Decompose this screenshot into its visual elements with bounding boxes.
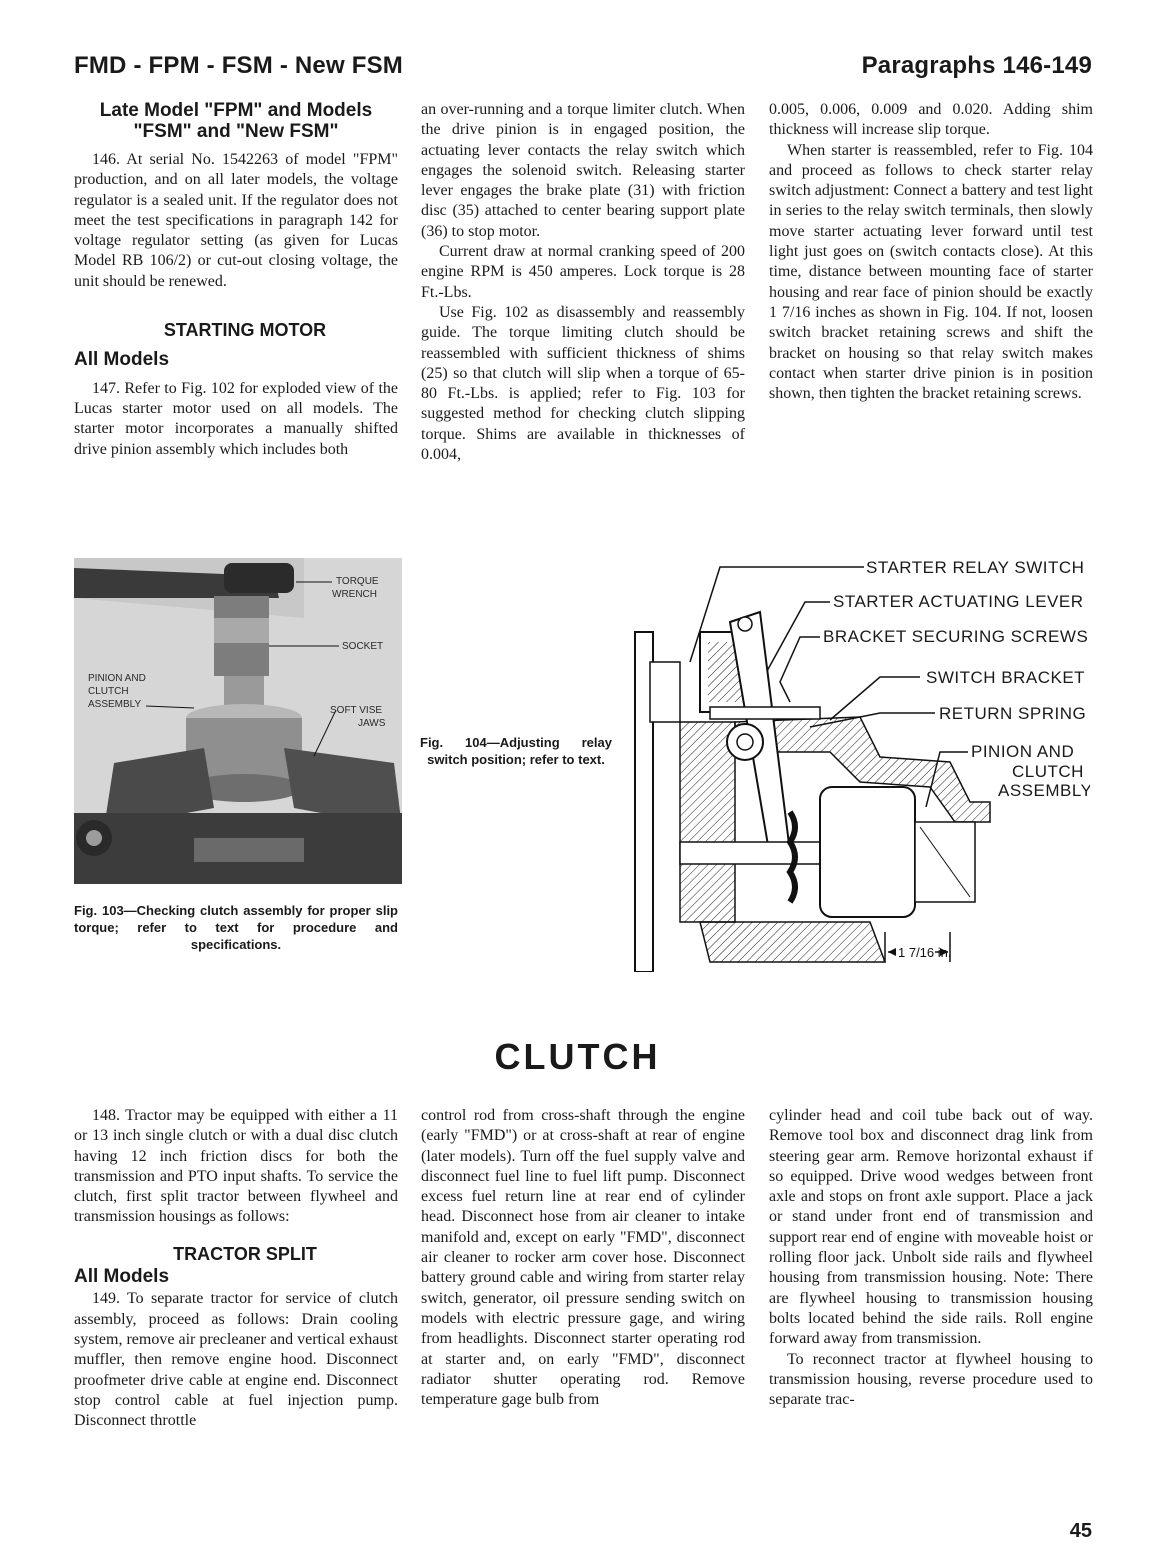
fig-104-label-return-spring: RETURN SPRING [939, 704, 1087, 723]
paragraph-reconnect: To reconnect tractor at flywheel housing to transmission housing, reverse procedure used to separate trac- [769, 1350, 1093, 1409]
heading-starting-motor: STARTING MOTOR [163, 320, 327, 341]
clutch-column-1 [74, 1106, 398, 1431]
clutch-column-2 [421, 1106, 745, 1410]
fig-104-caption: Fig. 104—Adjusting relay switch position; refer to text. [420, 735, 612, 767]
fig-104-label-pinion: PINION AND [971, 742, 1075, 761]
fig-104-diagram [630, 552, 1090, 972]
paragraph-current-draw: Current draw at normal cranking speed of 200 engine RPM is 450 amperes. Lock torque is 28 Ft.-Lbs. [421, 243, 745, 301]
fig-104-dimension-label: 1 7/16 in. [898, 945, 952, 960]
running-header-right: Paragraphs 146-149 [861, 52, 1092, 79]
paragraph-147: 147. Refer to Fig. 102 for exploded view of the Lucas starter motor used on all models. The starter motor incorporates a manually shifted drive pinion assembly which includes both [74, 379, 398, 458]
paragraph-shims-cont: 0.005, 0.006, 0.009 and 0.020. Adding shim thickness will increase slip torque. [769, 101, 1093, 139]
fig-104-label-actuating-lever: STARTER ACTUATING LEVER [833, 592, 1084, 611]
fig-103-label-torque: TORQUE [336, 576, 379, 587]
subheading-all-models: All Models [74, 349, 170, 371]
fig-104-label-clutch: CLUTCH [1012, 762, 1084, 781]
heading-tractor-split: TRACTOR SPLIT [173, 1243, 317, 1264]
paragraph-149: 149. To separate tractor for service of clutch assembly, proceed as follows: Drain cooling system, remove air precleaner and vertical exhaust muffler, then remove engine hood. Disconnect proofmeter drive cable at engine end. Disconnect stop control cable at fuel injection pump. Disconnect throttle [74, 1290, 398, 1430]
fig-103-label-assembly: ASSEMBLY [88, 699, 142, 710]
fig-104-label-bracket-screws: BRACKET SECURING SCREWS [823, 627, 1089, 646]
clutch-column-3 [769, 1106, 1093, 1410]
fig-103-illustration [74, 558, 402, 884]
column-2 [421, 100, 745, 465]
paragraph-147-cont: an over-running and a torque limiter clutch. When the drive pinion is in engaged position, the actuating lever contacts the relay switch which engages the solenoid switch. Releasing starter lever engages the brake plate (31) with friction disc (35) attached to center bearing support plate (36) to stop motor. [421, 101, 745, 240]
page-number: 45 [1069, 1520, 1092, 1542]
fig-103-label-wrench: WRENCH [332, 589, 377, 600]
paragraph-148: 148. Tractor may be equipped with either a 11 or 13 inch single clutch or with a dual disc clutch having 12 inch friction discs for both the transmission and PTO input shafts. To service the clutch, first split tractor between flywheel and transmission housings as follows: [74, 1107, 398, 1226]
section-title-late-model: Late Model "FPM" and Models "FSM" and "New FSM" [99, 100, 373, 142]
column-3 [769, 100, 1093, 404]
fig-103-caption: Fig. 103—Checking clutch assembly for proper slip torque; refer to text for procedure and specifications. [74, 903, 398, 952]
section-title-clutch: CLUTCH [494, 1036, 661, 1077]
fig-103-label-soft-vise: SOFT VISE [330, 705, 383, 716]
paragraph-146: 146. At serial No. 1542263 of model "FPM" production, and on all later models, the voltage regulator is a sealed unit. If the regulator does not meet the test specifications in paragraph 142 for voltage regulator setting (as given for Lucas Model RB 106/2) or cut-out closing voltage, the unit should be renewed. [74, 151, 398, 290]
paragraph-disassembly: Use Fig. 102 as disassembly and reassembly guide. The torque limiting clutch should be reassembled with sufficient thickness of shims (25) so that clutch will slip when a torque of 65-80 Ft.-Lbs. is applied; refer to Fig. 103 for suggested method for checking clutch slipping torque. Shims are available in thicknesses of 0.004, [421, 303, 745, 464]
fig-103-label-socket: SOCKET [342, 641, 384, 652]
fig-104-label-relay-switch: STARTER RELAY SWITCH [866, 558, 1085, 577]
subheading-all-models-split: All Models [74, 1266, 170, 1288]
fig-103-label-pinion: PINION AND [88, 673, 146, 684]
fig-103-photo [74, 558, 402, 884]
paragraph-149-cont-2: cylinder head and coil tube back out of way. Remove tool box and disconnect drag link from steering gear arm. Remove horizontal exhaust if so equipped. Drive wood wedges between front axle and stops on front axle support. Place a jack or stand under front end of transmission and support rear end of engine with moveable hoist or rolling floor jack. Unbolt side rails and flywheel housing from transmission housing. Note: There are flywheel housing to transmission housing bolts located behind the side rails. Roll engine forward away from transmission. [769, 1107, 1093, 1348]
running-header-left: FMD - FPM - FSM - New FSM [74, 52, 403, 79]
fig-104-label-assembly: ASSEMBLY [998, 781, 1090, 800]
fig-104-illustration [630, 552, 1090, 972]
fig-103-label-clutch: CLUTCH [88, 686, 129, 697]
paragraph-relay-adjustment: When starter is reassembled, refer to Fig. 104 and proceed as follows to check starter relay switch adjustment: Connect a battery and test light in series to the relay switch terminals, then slowly move starter actuating lever forward until test light just goes on (switch contacts close). At this time, distance between mounting face of starter housing and rear face of pinion should be exactly 1 7/16 inches as shown in Fig. 104. If not, loosen switch bracket retaining screws and shift the bracket on housing so that relay switch makes contact when starter drive pinion is in position shown, then tighten the bracket retaining screws. [769, 141, 1093, 403]
column-1 [74, 100, 398, 460]
paragraph-149-cont: control rod from cross-shaft through the engine (early "FMD") or at cross-shaft at rear of engine (later models). Turn off the fuel supply valve and disconnect fuel line to fuel lift pump. Disconnect excess fuel return line at rear end of cylinder head. Disconnect hose from air cleaner to intake manifold and, except on early "FMD", disconnect air cleaner to rocker arm cover hose. Disconnect battery ground cable and wiring from starter relay switch, generator, oil pressure sending switch on models with electric pressure gage, and wiring from headlights. Disconnect starter operating rod at starter and, on early "FMD", disconnect radiator shutter operating rod. Remove temperature gage bulb from [421, 1107, 745, 1409]
fig-103-label-jaws: JAWS [358, 718, 386, 729]
fig-104-label-switch-bracket: SWITCH BRACKET [926, 668, 1086, 687]
